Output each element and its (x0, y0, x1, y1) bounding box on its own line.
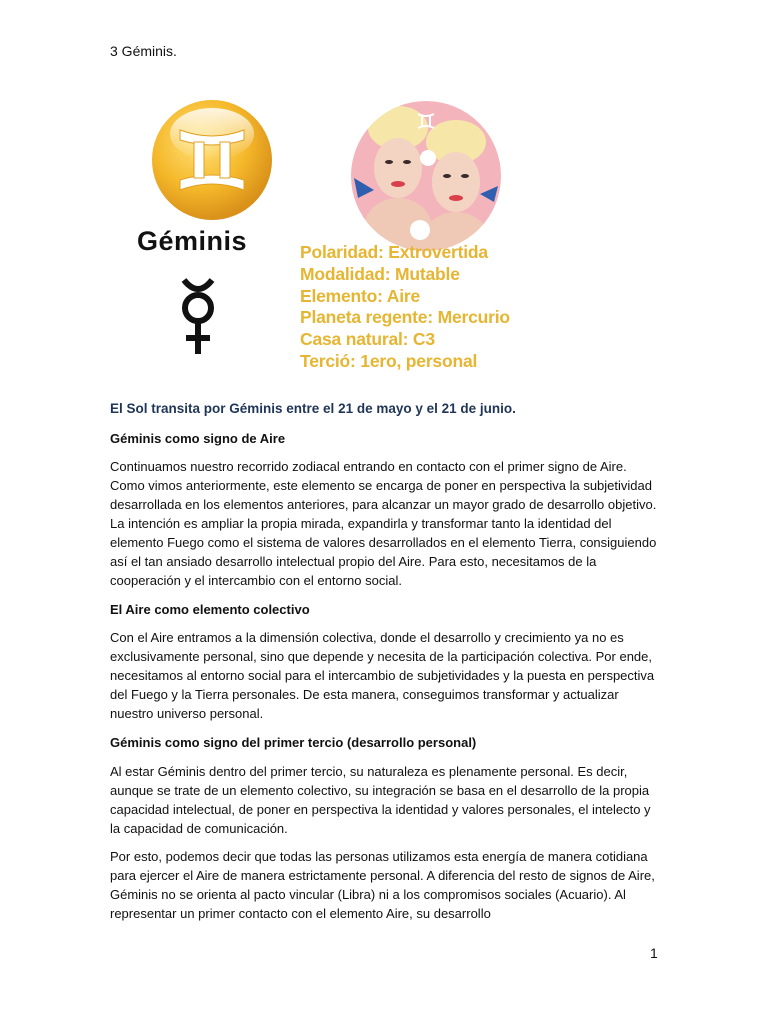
gemini-glyph-icon (150, 98, 274, 222)
subhead-first-third: Géminis como signo del primer tercio (desarrollo personal) (110, 735, 477, 750)
subhead-air-sign: Géminis como signo de Aire (110, 431, 286, 446)
mercury-symbol-icon (176, 276, 220, 356)
paragraph-collective-element: Con el Aire entramos a la dimensión colectiva, donde el desarrollo y crecimiento ya no es exclusivamente personal, sino que depende y necesita de la participación colectiva. Por ende, necesitamos al entorno social para el intercambio de subjetividades y la puesta en perspectiva del Fuego y la Tierra personales. De esta manera, conseguimos transformar y actualizar nuestro universo personal. (110, 630, 655, 721)
page-heading: 3 Géminis. (110, 43, 177, 59)
gemini-infographic (110, 86, 560, 386)
paragraph-daily-use: Por esto, podemos decir que todas las personas utilizamos esta energía de manera cotidiana para ejercer el Aire de manera estrictamente personal. A diferencia del resto de signos de Aire, Géminis no se orienta al pacto vincular (Libra) ni a los compromisos sociales (Acuario). Al representar un primer contacto con el elemento Aire, su desarrollo (110, 849, 655, 921)
property-third: Terció: 1ero, personal (300, 350, 478, 371)
paragraph-air-sign: Continuamos nuestro recorrido zodiacal entrando en contacto con el primer signo de Aire. Como vimos anteriormente, este elemento se encarga de poner en perspectiva la subjetividad desarrollada en los elementos anteriores, para alcanzar un mayor grado de desarrollo objetivo. La intención es ampliar la propia mirada, expandirla y transformar tanto la identidad del elemento Fuego como el sistema de valores desarrollados en el elemento Tierra, consiguiendo así el tan ansiado desarrollo intelectual propio del Aire. Para esto, necesitamos de la cooperación y el intercambio con el entorno social. (110, 459, 657, 588)
property-ruling-planet: Planeta regente: Mercurio (300, 307, 510, 328)
sign-name: Géminis (137, 226, 248, 256)
subhead-collective-element: El Aire como elemento colectivo (110, 602, 310, 617)
lead-sentence: El Sol transita por Géminis entre el 21 de mayo y el 21 de junio. (110, 401, 516, 416)
sign-properties-list (300, 242, 510, 373)
twins-portrait (348, 98, 504, 254)
paragraph-first-third: Al estar Géminis dentro del primer tercio, su naturaleza es plenamente personal. Es decir, aunque se trate de un elemento colectivo, su integración se basa en el desarrollo de la propia capacidad intelectual, de poner en perspectiva la identidad y valores personales, el intelecto y la capacidad de comunicación. (110, 764, 651, 836)
property-polarity: Polaridad: Extrovertida (300, 242, 488, 262)
property-modality: Modalidad: Mutable (300, 263, 460, 284)
property-natural-house: Casa natural: C3 (300, 329, 435, 350)
page-number: 1 (650, 945, 658, 961)
property-element: Elemento: Aire (300, 285, 421, 306)
